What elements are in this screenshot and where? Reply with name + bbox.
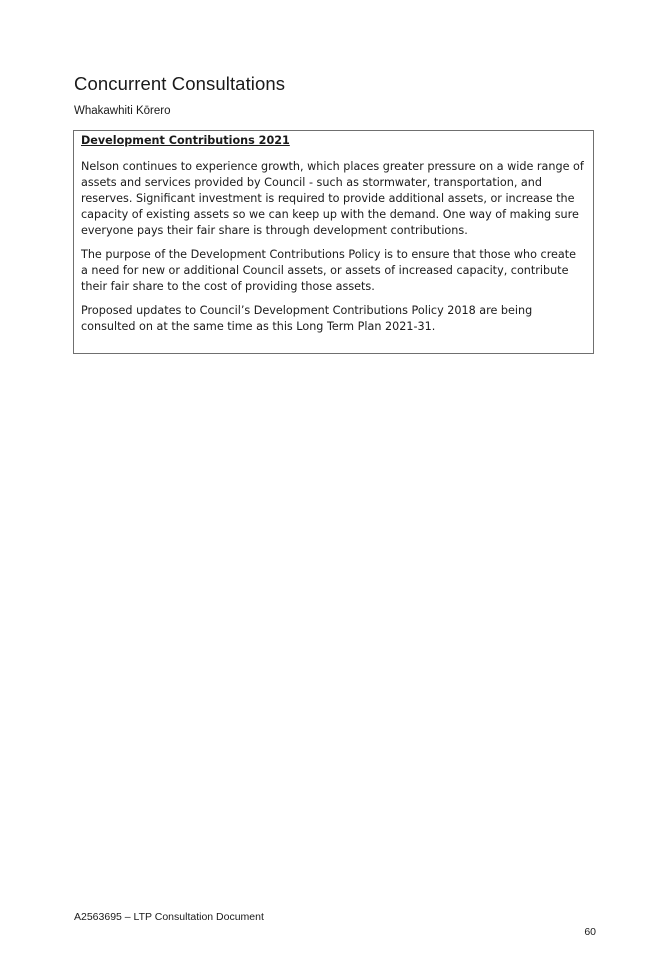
development-contributions-box (73, 130, 594, 354)
page-title: Concurrent Consultations (74, 73, 286, 94)
box-paragraph-purpose: The purpose of the Development Contributions Policy is to ensure that those who create a need for new or additional Council assets, or assets of increased capacity, contribute their fair share to the cost of providing those assets. (81, 248, 577, 293)
box-paragraph-updates: Proposed updates to Council’s Development Contributions Policy 2018 are being consulted on at the same time as this Long Term Plan 2021-31. (81, 304, 533, 333)
box-paragraph-growth: Nelson continues to experience growth, which places greater pressure on a wide range of assets and services provided by Council - such as stormwater, transportation, and reserves. Significant investment is required to provide additional assets, or increase the capacity of existing assets so we can keep up with the demand. One way of making sure everyone pays their fair share is through development contributions. (81, 160, 584, 237)
footer-document-ref: A2563695 – LTP Consultation Document (74, 911, 264, 923)
footer-page-number: 60 (584, 926, 596, 938)
page-subtitle: Whakawhiti Kōrero (74, 105, 171, 117)
box-heading: Development Contributions 2021 (81, 134, 290, 147)
